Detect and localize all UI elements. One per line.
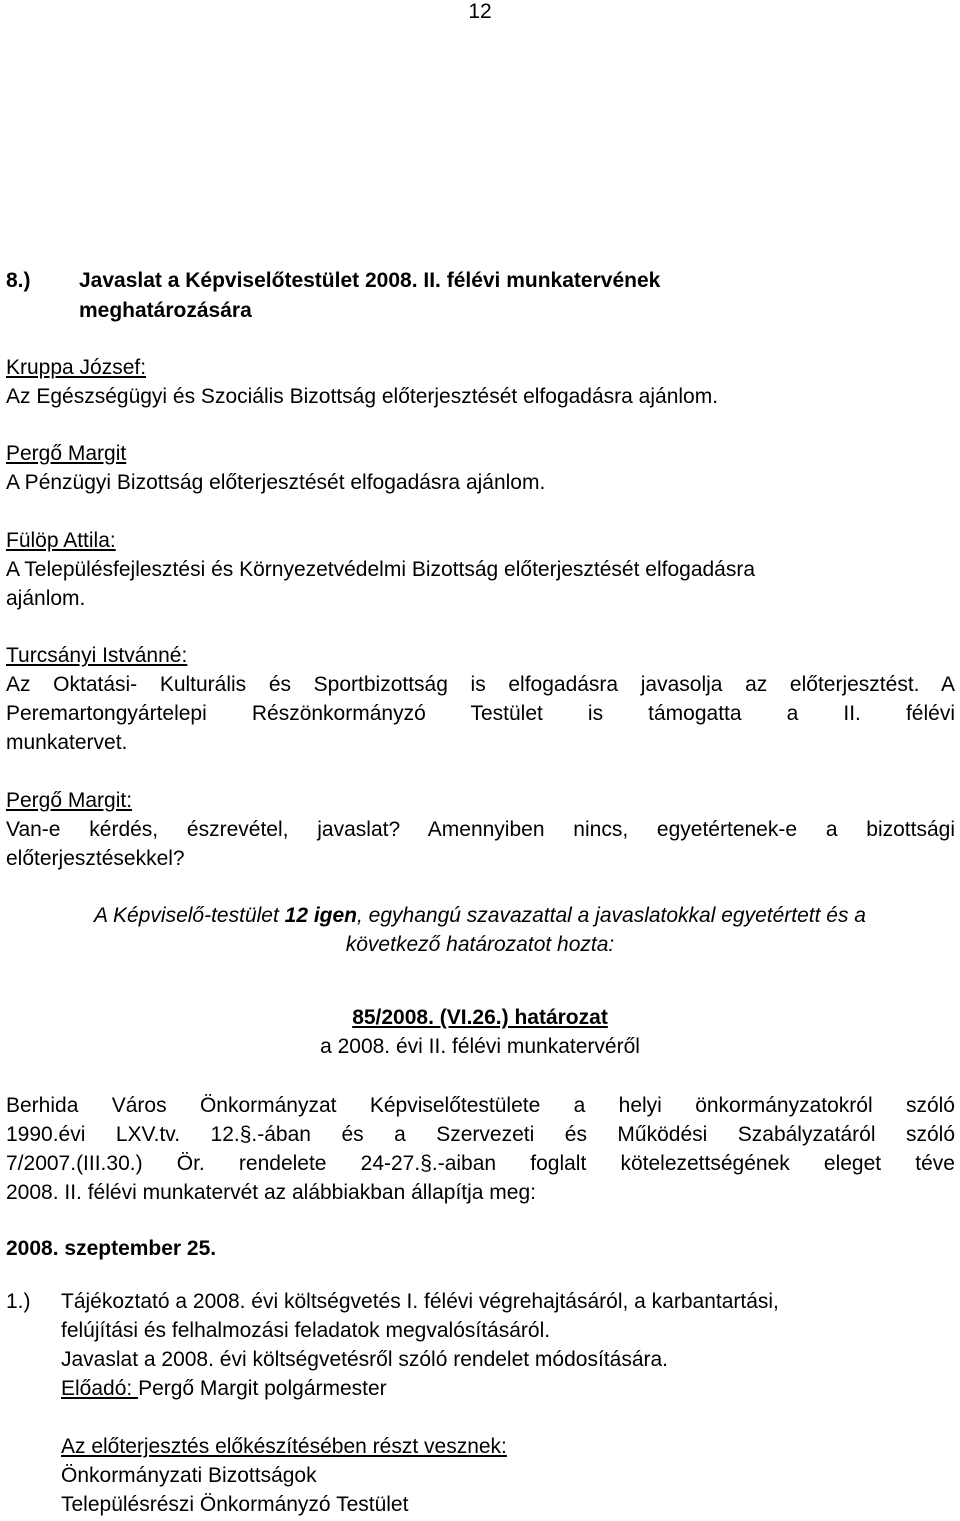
resolution-title: 85/2008. (VI.26.) határozat bbox=[352, 1006, 608, 1029]
schedule-date: 2008. szeptember 25. bbox=[6, 1237, 217, 1260]
vote-result-line-2: következő határozatot hozta: bbox=[345, 933, 615, 956]
speaker-name: Kruppa József: bbox=[6, 356, 147, 379]
resolution-body: Berhida Város Önkormányzat Képviselőtestülete a helyi önkormányzatokról szóló bbox=[6, 1094, 955, 1117]
speaker-name: Turcsányi Istvánné: bbox=[6, 644, 188, 667]
vote-suffix: , egyhangú szavazattal a javaslatokkal egyetértett és a bbox=[357, 904, 866, 927]
vote-result-line-1 bbox=[0, 904, 960, 928]
schedule-item-text: Tájékoztató a 2008. évi költségvetés I. félévi végrehajtásáról, a karbantartási, bbox=[61, 1290, 779, 1313]
vote-count: 12 igen bbox=[284, 904, 358, 927]
statement-text: ajánlom. bbox=[6, 587, 86, 610]
agenda-number: 8.) bbox=[6, 269, 31, 292]
resolution-body: 7/2007.(III.30.) Ör. rendelete 24-27.§.-aiban foglalt kötelezettségének eleget téve bbox=[6, 1152, 955, 1175]
participants-label: Az előterjesztés előkészítésében részt vesznek: bbox=[61, 1435, 507, 1458]
agenda-title-line-2: meghatározására bbox=[79, 299, 252, 322]
schedule-item-text: Javaslat a 2008. évi költségvetésről szóló rendelet módosítására. bbox=[61, 1348, 669, 1371]
statement-text: A Pénzügyi Bizottság előterjesztését elfogadásra ajánlom. bbox=[6, 471, 546, 494]
participant: Önkormányzati Bizottságok bbox=[61, 1464, 317, 1487]
resolution-body: 2008. II. félévi munkatervét az alábbiakban állapítja meg: bbox=[6, 1181, 536, 1204]
statement-text: Peremartongyártelepi Részönkormányzó Testület is támogatta a II. félévi bbox=[6, 702, 955, 725]
statement-text: A Településfejlesztési és Környezetvédelmi Bizottság előterjesztését elfogadásra bbox=[6, 558, 756, 581]
participant: Településrészi Önkormányzó Testület bbox=[61, 1493, 409, 1516]
speaker-name: Pergő Margit bbox=[6, 442, 127, 465]
statement-text: Az Oktatási- Kulturális és Sportbizottság is elfogadásra javasolja az előterjesztést. A bbox=[6, 673, 955, 696]
presenter-label: Előadó: bbox=[61, 1377, 139, 1400]
statement-text: előterjesztésekkel? bbox=[6, 847, 185, 870]
statement-text: munkatervet. bbox=[6, 731, 128, 754]
schedule-item-text: felújítási és felhalmozási feladatok megvalósításáról. bbox=[61, 1319, 551, 1342]
speaker-name: Pergő Margit: bbox=[6, 789, 133, 812]
presenter-line bbox=[61, 1377, 387, 1401]
statement-text: Van-e kérdés, észrevétel, javaslat? Amennyiben nincs, egyetértenek-e a bizottsági bbox=[6, 818, 955, 841]
schedule-item-number: 1.) bbox=[6, 1290, 31, 1313]
statement-text: Az Egészségügyi és Szociális Bizottság előterjesztését elfogadásra ajánlom. bbox=[6, 385, 719, 408]
page-number: 12 bbox=[468, 0, 492, 23]
presenter-name: Pergő Margit polgármester bbox=[138, 1377, 387, 1400]
agenda-title-line-1: Javaslat a Képviselőtestület 2008. II. félévi munkatervének bbox=[79, 269, 661, 292]
vote-prefix: A Képviselő-testület bbox=[93, 904, 285, 927]
resolution-body: 1990.évi LXV.tv. 12.§.-ában és a Szervezeti és Működési Szabályzatáról szóló bbox=[6, 1123, 955, 1146]
resolution-subtitle: a 2008. évi II. félévi munkatervéről bbox=[320, 1035, 640, 1058]
speaker-name: Fülöp Attila: bbox=[6, 529, 116, 552]
